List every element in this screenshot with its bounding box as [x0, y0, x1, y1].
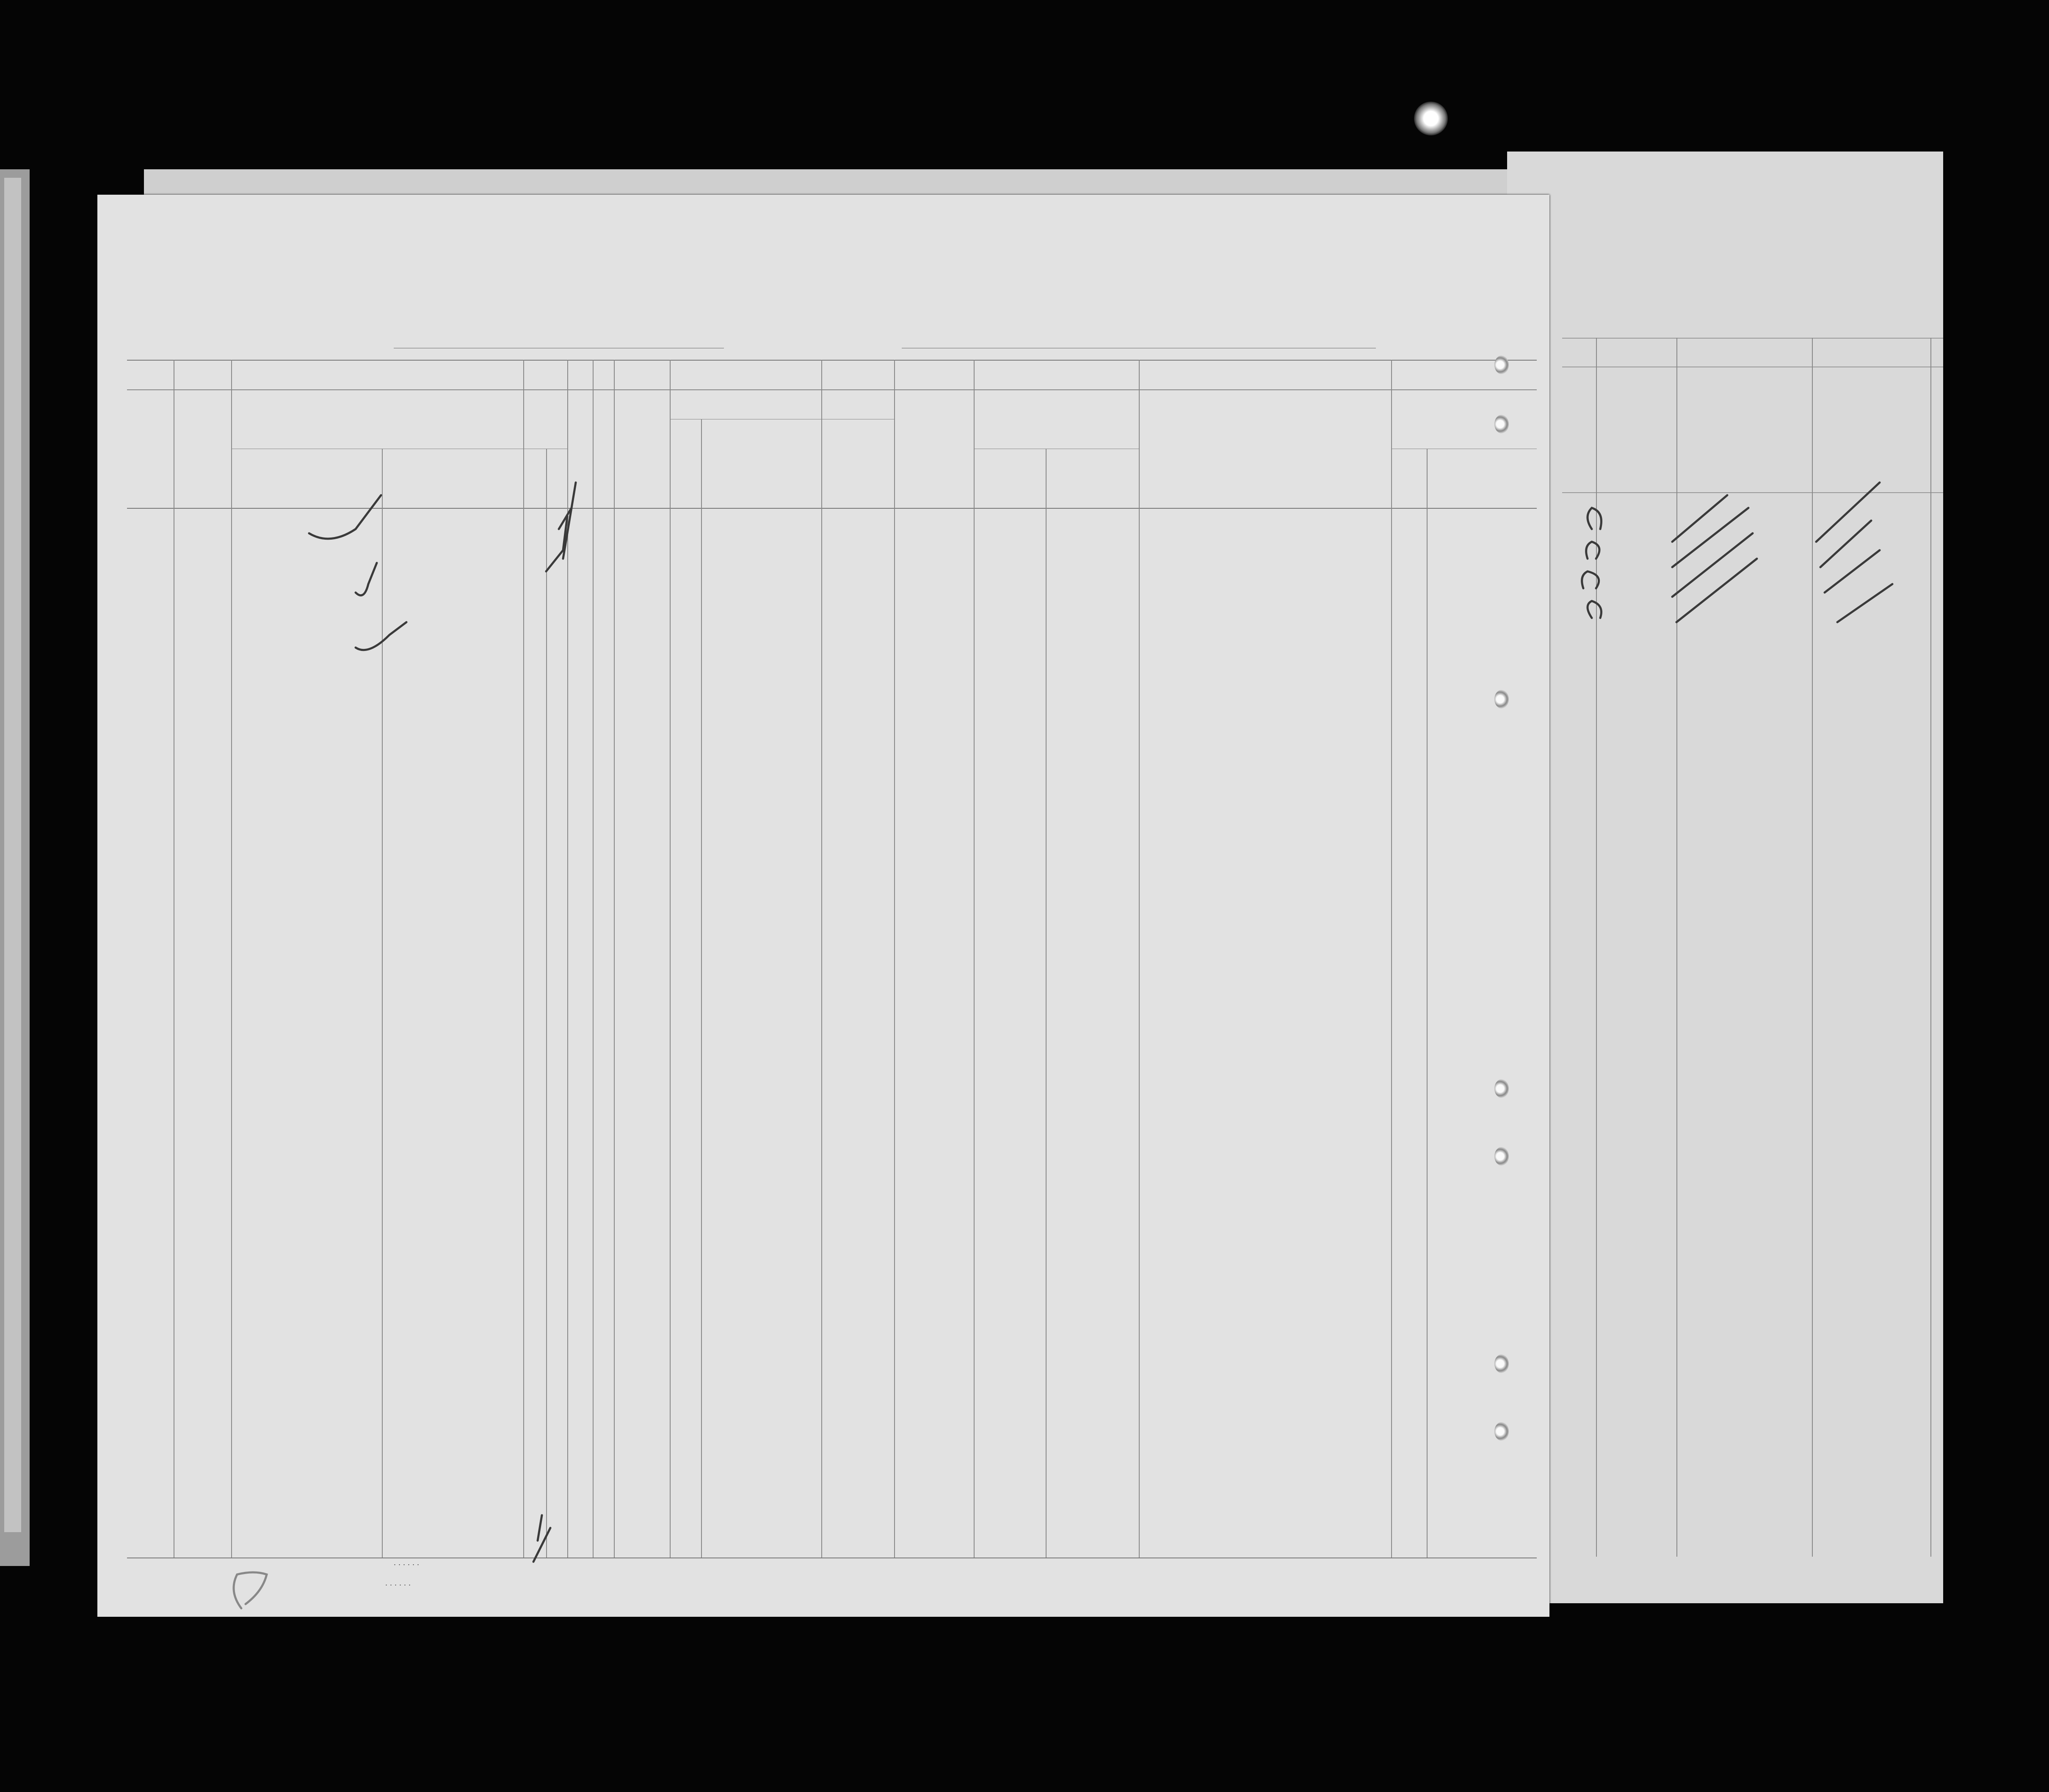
- dots1: ......: [394, 1558, 422, 1567]
- checkmark: [533, 1528, 550, 1562]
- checkmark: [309, 495, 381, 539]
- checkmark: [546, 516, 567, 571]
- checkmark: [356, 622, 406, 650]
- dots2: ......: [385, 1579, 414, 1587]
- checkmark: [538, 1515, 542, 1541]
- checkmark: [356, 563, 377, 595]
